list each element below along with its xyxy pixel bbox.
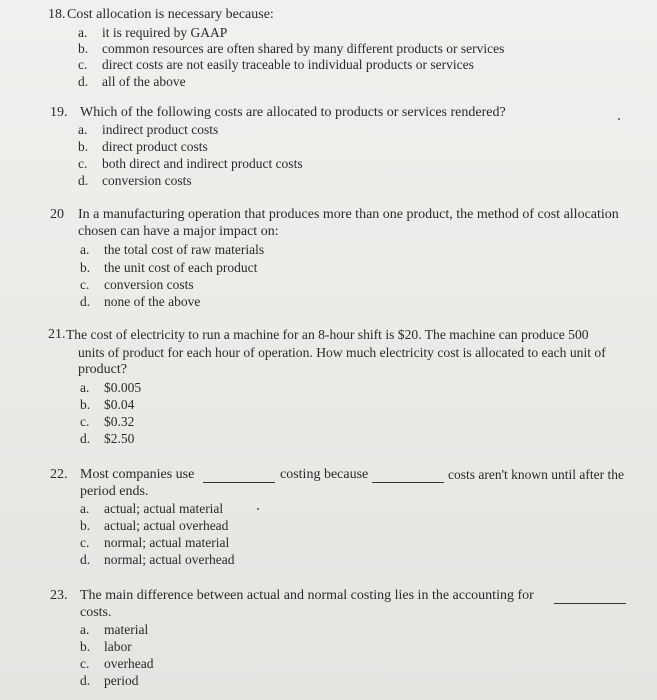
question-number: 18. [48, 7, 66, 22]
question-stem-part-1: Most companies use [80, 467, 195, 482]
option-b: b. direct product costs [78, 139, 208, 154]
option-d: d. conversion costs [78, 173, 192, 188]
question-number: 23. [50, 588, 68, 603]
question-stem: Which of the following costs are allocated to products or services rendered? [80, 105, 506, 120]
option-c: c. direct costs are not easily traceable to individual products or services [78, 57, 474, 72]
question-stem-line-1: The main difference between actual and normal costing lies in the accounting for [80, 588, 534, 603]
option-d: d. normal; actual overhead [80, 552, 235, 567]
option-a: a. material [80, 622, 149, 637]
option-b: b. common resources are often shared by many different products or services [78, 41, 505, 56]
question-number: 20 [50, 207, 64, 222]
answer-blank [554, 591, 626, 604]
option-c: c. normal; actual material [80, 535, 230, 550]
option-a: a. actual; actual material [80, 501, 224, 516]
question-stem-line-2: period ends. [80, 484, 149, 499]
question-number: 19. [50, 105, 68, 120]
question-number: 21. [48, 327, 66, 342]
option-b: b. $0.04 [80, 397, 135, 412]
question-stem-line-3: product? [78, 362, 127, 377]
answer-blank-2 [372, 470, 444, 483]
question-stem: Cost allocation is necessary because: [67, 7, 274, 22]
option-b: b. the unit cost of each product [80, 260, 258, 275]
option-c: c. overhead [80, 656, 154, 671]
option-c: c. $0.32 [80, 414, 135, 429]
question-stem-line-1: In a manufacturing operation that produces more than one product, the method of cost allocation [78, 207, 619, 222]
option-c: c. both direct and indirect product costs [78, 156, 303, 171]
question-number: 22. [50, 467, 68, 482]
answer-blank-1 [203, 470, 275, 483]
option-b: b. actual; actual overhead [80, 518, 229, 533]
option-b: b. labor [80, 639, 132, 654]
option-d: d. period [80, 673, 139, 688]
option-c: c. conversion costs [80, 277, 194, 292]
speck-mark [257, 508, 259, 510]
speck-mark [618, 118, 620, 120]
question-stem-line-2: units of product for each hour of operation. How much electricity cost is allocated to each unit of [78, 345, 606, 360]
option-d: d. $2.50 [80, 431, 135, 446]
option-a: a. $0.005 [80, 380, 142, 395]
option-d: d. all of the above [78, 74, 186, 89]
question-stem-line-1: The cost of electricity to run a machine for an 8-hour shift is $20. The machine can produce 500 [66, 327, 589, 342]
question-stem-part-3: costs aren't known until after the [448, 467, 625, 482]
option-a: a. indirect product costs [78, 122, 219, 137]
option-a: a. it is required by GAAP [78, 25, 228, 40]
option-d: d. none of the above [80, 294, 201, 309]
option-a: a. the total cost of raw materials [80, 242, 265, 257]
question-stem-line-2: costs. [80, 605, 112, 620]
question-stem-line-2: chosen can have a major impact on: [78, 224, 279, 239]
question-stem-part-2: costing because [280, 467, 369, 482]
